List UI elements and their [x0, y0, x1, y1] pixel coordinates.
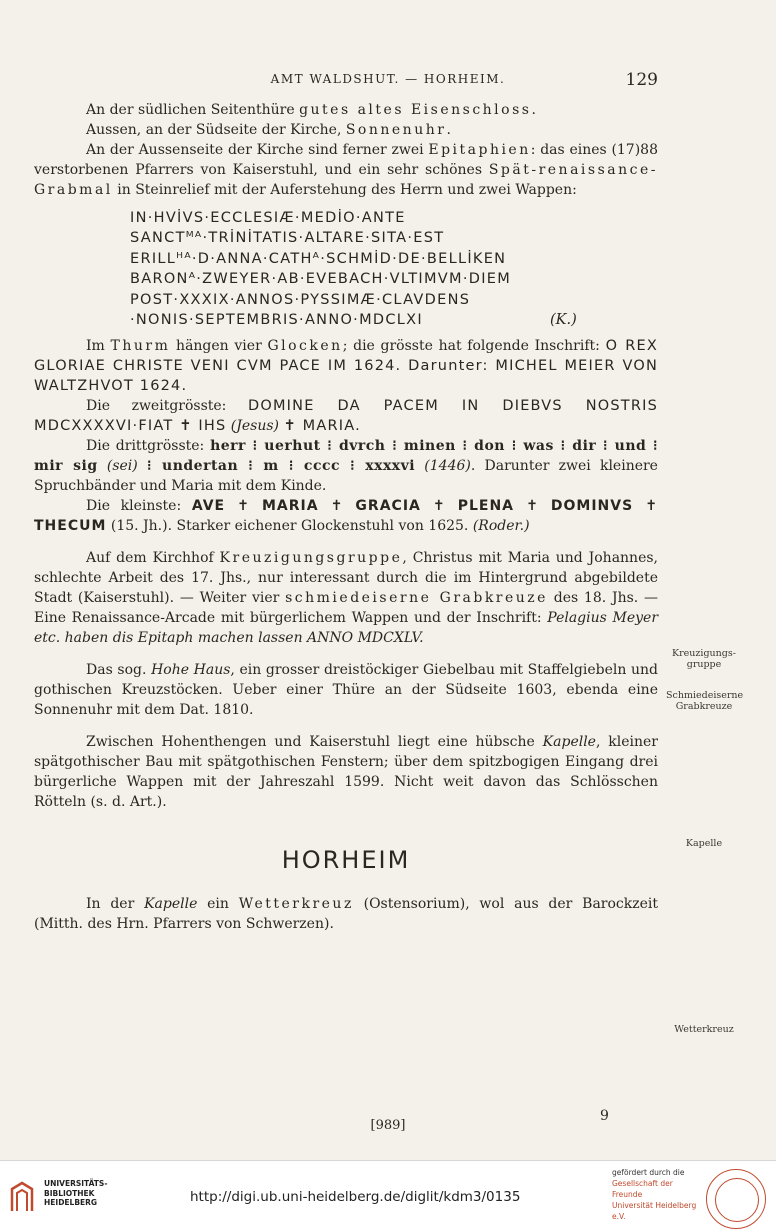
body-text [34, 100, 658, 934]
paragraph-horheim: In der Kapelle ein Wetterkreuz (Ostensorium), wol aus der Barockzeit (Mitth. des Hrn. Pfarrers von Schwerzen). [34, 896, 658, 933]
paragraph-churchyard: Auf dem Kirchhof Kreuzigungsgruppe, Christus mit Maria und Johannes, schlechte Arbeit des 17. Jhs., nur interessant durch die im Hintergrund abgebildete Stadt (Kaiserstuhl). — Weiter vier schmiedeiserne Grabkreuze des 18. Jhs. — Eine Renaissance-Arcade mit bürgerlichem Wappen und der Inschrift: Pelagius Meyer etc. haben dis Epitaph machen lassen ANNO MDCXLV. [34, 550, 659, 647]
inscription-line: SANCTᴹᴬ·TRİNİTATIS·ALTARE·SITA·EST [130, 230, 445, 247]
inscription-line: ERILLᴴᴬ·D·ANNA·CATHᴬ·SCHMİD·DE·BELLİKEN [130, 250, 507, 267]
folio-number: [989] [370, 1118, 406, 1133]
page-number: 129 [625, 70, 658, 90]
margin-note-wetterkreuz: Wetterkreuz [674, 1024, 734, 1035]
paragraph-bells-smallest: Die kleinste: AVE ✝ MARIA ✝ GRACIA ✝ PLENA ✝ DOMINVS ✝ THECUM (15. Jh.). Starker eichener Glockenstuhl von 1625. (Roder.) [34, 498, 658, 535]
margin-note-kapelle: Kapelle [685, 838, 723, 849]
running-header [0, 70, 776, 90]
running-title: AMT WALDSHUT. — HORHEIM. [270, 72, 506, 86]
inscription-line: ·NONIS·SEPTEMBRIS·ANNO·MDCLXI [130, 312, 423, 329]
paragraph-bells-third: Die drittgrösste: herr ⁝ uerhut ⁝ dvrch ⁝ minen ⁝ don ⁝ was ⁝ dir ⁝ und ⁝ mir sig (sei) ⁝ undertan ⁝ m ⁝ cccc ⁝ xxxxvi (1446). Darunter zwei kleinere Spruchbänder und Maria mit dem Kinde. [34, 438, 658, 495]
margin-note-kreuzigungsgruppe: Kreuzigungs-gruppe [672, 648, 736, 670]
inscription-source: (K.) [550, 312, 577, 329]
paragraph-door: An der südlichen Seitenthüre gutes altes Eisenschloss. [86, 102, 536, 118]
paragraph-sundial: Aussen, an der Südseite der Kirche, Sonnenuhr. [86, 122, 451, 138]
sponsor-text: gefördert durch die Gesellschaft der Freunde Universität Heidelberg e.V. [612, 1168, 697, 1221]
footer-bar [0, 1160, 776, 1232]
paragraph-bells-largest: Im Thurm hängen vier Glocken; die grösste hat folgende Inschrift: O REX GLORIAE CHRISTE VENI CVM PACE IM 1624. Darunter: MICHEL MEIER VON WALTZHVOT 1624. [34, 338, 659, 395]
paragraph-hohe-haus: Das sog. Hohe Haus, ein grosser dreistöckiger Giebelbau mit Staffelgiebeln und gothischen Kreuzstöcken. Ueber einer Thüre an der Südseite 1603, ebenda eine Sonnenuhr mit dem Dat. 1810. [34, 662, 659, 719]
margin-note-grabkreuze: Schmiedeiserne Grabkreuze [666, 690, 744, 712]
section-heading-horheim: HORHEIM [281, 846, 411, 875]
inscription-line: BARONᴬ·ZWEYER·AB·EVEBACH·VLTIMVM·DIEM [130, 271, 512, 288]
permalink-url[interactable]: http://digi.ub.uni-heidelberg.de/diglit/kdm3/0135 [190, 1189, 521, 1205]
paragraph-epitaphs: An der Aussenseite der Kirche sind ferner zwei Epitaphien: das eines (17)88 verstorbenen Pfarrers von Kaiserstuhl, und ein sehr schönes Spät-renaissance-Grabmal in Steinrelief mit der Auferstehung des Herrn und zwei Wappen: [34, 142, 658, 198]
paragraph-bells-second: Die zweitgrösste: DOMINE DA PACEM IN DIEBVS NOSTRIS MDCXXXXVI·FIAT ✝ IHS (Jesus) ✝ MARIA. [34, 398, 658, 435]
inscription-line: IN·HVİVS·ECCLESIÆ·MEDİO·ANTE [130, 210, 406, 226]
library-logo-icon [8, 1181, 36, 1213]
inscription-line: POST·XXXIX·ANNOS·PYSSIMÆ·CLAVDENS [130, 291, 471, 308]
university-seal-icon [706, 1169, 766, 1229]
epitaph-inscription [130, 208, 658, 330]
paragraph-kapelle: Zwischen Hohenthengen und Kaiserstuhl liegt eine hübsche Kapelle, kleiner spätgothischer Bau mit spätgothischen Fenstern; über dem spitzbogigen Eingang drei bürgerliche Wappen mit der Jahreszahl 1599. Nicht weit davon das Schlösschen Rötteln (s. d. Art.). [34, 734, 658, 811]
signature-mark: 9 [600, 1108, 609, 1124]
institution-name: UNIVERSITÄTS- BIBLIOTHEK HEIDELBERG [44, 1179, 108, 1207]
